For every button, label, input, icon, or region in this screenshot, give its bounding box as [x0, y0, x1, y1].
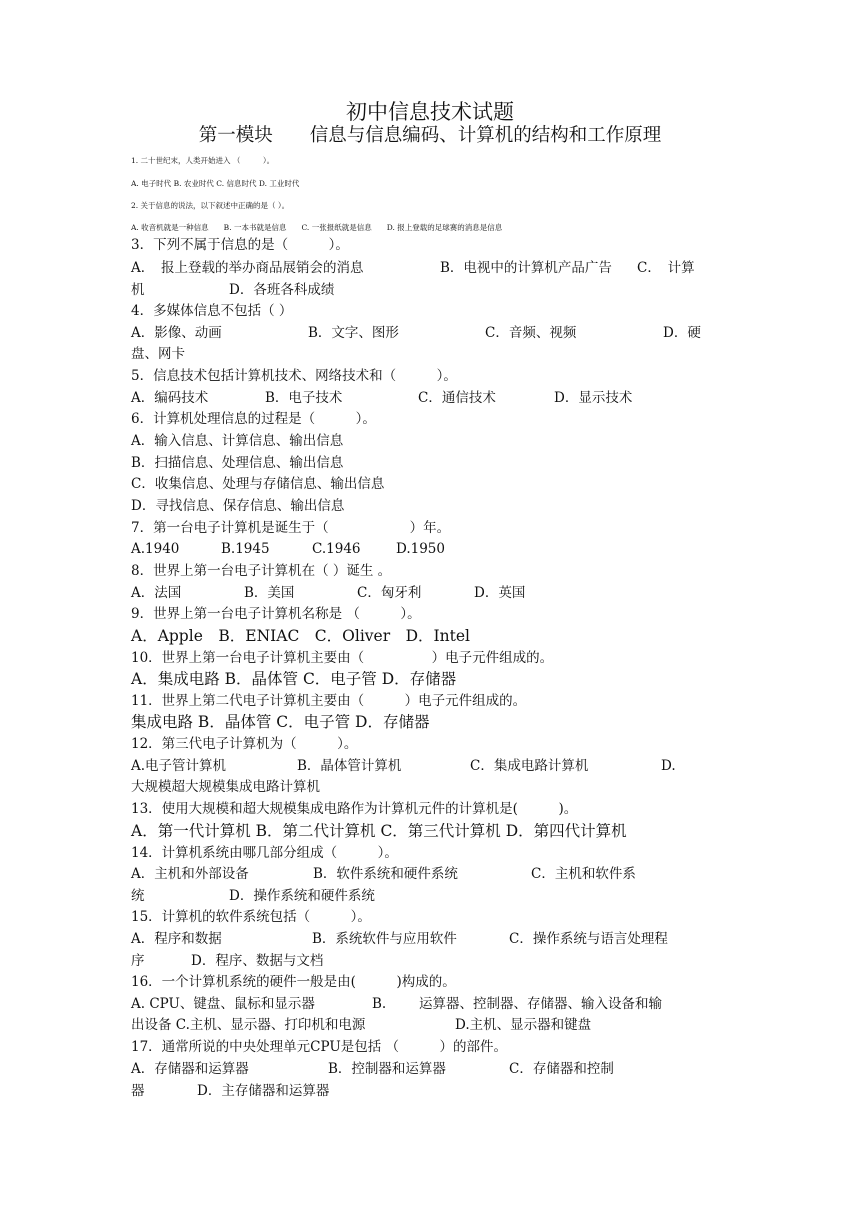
option: D. — [661, 758, 676, 774]
option: B．晶体管计算机 — [297, 758, 402, 774]
option: C．集成电路计算机 — [470, 758, 589, 774]
option: C．通信技术 — [418, 390, 496, 406]
option: A．编码技术 — [131, 390, 209, 406]
question-6-option-b: B．扫描信息、处理信息、输出信息 — [131, 455, 344, 471]
option: B．文字、图形 — [308, 325, 399, 341]
option-wrap: 统 — [131, 888, 145, 904]
question-14: 14．计算机系统由哪几部分组成（ ）。 — [131, 845, 398, 861]
option: A． 报上登载的举办商品展销会的消息 — [131, 260, 364, 276]
option: A．影像、动画 — [131, 325, 222, 341]
question-9: 9．世界上第一台电子计算机名称是 （ ）。 — [131, 606, 421, 622]
question-13: 13．使用大规模和超大规模集成电路作为计算机元件的计算机是( )。 — [131, 801, 578, 817]
option: D．主存储器和运算器 — [197, 1083, 330, 1099]
question-16: 16．一个计算机系统的硬件一般是由( )构成的。 — [131, 974, 456, 990]
question-13-options: A．第一代计算机 B．第二代计算机 C．第三代计算机 D．第四代计算机 — [131, 822, 627, 840]
question-6: 6．计算机处理信息的过程是（ ）。 — [131, 411, 376, 427]
question-2-options: A. 收音机就是一种信息 B. 一本书就是信息 C. 一张报纸就是信息 D. 报上登载的足球赛的消息是信息 — [131, 223, 503, 232]
option: C．存储器和控制 — [509, 1061, 614, 1077]
question-3: 3．下列不属于信息的是（ ）。 — [131, 237, 349, 253]
question-8: 8．世界上第一台电子计算机在（ ）诞生 。 — [131, 563, 392, 579]
option: C．匈牙利 — [357, 585, 422, 601]
question-5: 5．信息技术包括计算机技术、网络技术和（ ）。 — [131, 368, 457, 384]
question-10-options: A．集成电路 B．晶体管 C．电子管 D．存储器 — [131, 670, 457, 688]
question-4-options-row2: 盘、网卡 — [131, 346, 185, 362]
option: C.1946 — [312, 541, 361, 557]
option: D.主机、显示器和键盘 — [455, 1017, 592, 1033]
question-6-option-d: D．寻找信息、保存信息、输出信息 — [131, 498, 345, 514]
option: D．各班各科成绩 — [229, 282, 335, 298]
option-wrap: 机 — [131, 282, 145, 298]
option: D．操作系统和硬件系统 — [229, 888, 375, 904]
option: A．程序和数据 — [131, 931, 222, 947]
option-wrap: 器 — [131, 1083, 145, 1099]
option: C．操作系统与语言处理程 — [509, 931, 668, 947]
option: C．音频、视频 — [485, 325, 577, 341]
option: B．软件系统和硬件系统 — [313, 866, 458, 882]
question-17: 17．通常所说的中央处理单元CPU是包括 （ ）的部件。 — [131, 1039, 508, 1055]
option: A. CPU、键盘、鼠标和显示器 — [131, 996, 315, 1012]
option: A.电子管计算机 — [131, 758, 227, 774]
question-1: 1. 二十世纪末，人类开始进入 （ ）。 — [131, 156, 275, 165]
question-10: 10．世界上第一台电子计算机主要由（ ）电子元件组成的。 — [131, 650, 554, 666]
question-12: 12．第三代电子计算机为（ ）。 — [131, 736, 358, 752]
question-11: 11．世界上第二代电子计算机主要由（ ）电子元件组成的。 — [131, 693, 527, 709]
question-4: 4．多媒体信息不包括（ ） — [131, 303, 293, 319]
question-6-option-c: C．收集信息、处理与存储信息、输出信息 — [131, 476, 385, 492]
option: B．电视中的计算机产品广告 — [440, 260, 612, 276]
option: A．主机和外部设备 — [131, 866, 249, 882]
option: 运算器、控制器、存储器、输入设备和输 — [419, 996, 662, 1012]
option: C． 计算 — [637, 260, 695, 276]
question-1-options: A. 电子时代 B. 农业时代 C. 信息时代 D. 工业时代 — [131, 179, 300, 188]
page-subtitle: 第一模块 信息与信息编码、计算机的结构和工作原理 — [198, 125, 662, 146]
option-wrap: 序 — [131, 953, 145, 969]
question-9-options: A．Apple B．ENIAC C．Oliver D．Intel — [131, 627, 471, 645]
question-6-option-a: A．输入信息、计算信息、输出信息 — [131, 433, 344, 449]
question-11-options: 集成电路 B．晶体管 C．电子管 D．存储器 — [131, 713, 430, 731]
option: D．硬 — [663, 325, 701, 341]
option: B．控制器和运算器 — [328, 1061, 446, 1077]
option: B．电子技术 — [265, 390, 343, 406]
option: B．系统软件与应用软件 — [312, 931, 457, 947]
question-2: 2. 关于信息的说法，以下叙述中正确的是（ ）。 — [131, 201, 290, 210]
option: A.1940 — [131, 541, 180, 557]
question-7: 7．第一台电子计算机是诞生于（ ）年。 — [131, 520, 451, 536]
question-15: 15．计算机的软件系统包括（ ）。 — [131, 909, 371, 925]
option: C．主机和软件系 — [531, 866, 636, 882]
question-12-options-row2: 大规模超大规模集成电路计算机 — [131, 779, 320, 795]
page-title: 初中信息技术试题 — [346, 100, 514, 124]
option: D.1950 — [396, 541, 445, 557]
option: D．程序、数据与文档 — [191, 953, 324, 969]
option: D．英国 — [474, 585, 526, 601]
option: B.1945 — [221, 541, 270, 557]
option: D．显示技术 — [554, 390, 633, 406]
option: B. — [372, 996, 387, 1012]
option: A．法国 — [131, 585, 182, 601]
option: A．存储器和运算器 — [131, 1061, 249, 1077]
option: 出设备 C.主机、显示器、打印机和电源 — [131, 1017, 366, 1033]
option: B．美国 — [244, 585, 295, 601]
